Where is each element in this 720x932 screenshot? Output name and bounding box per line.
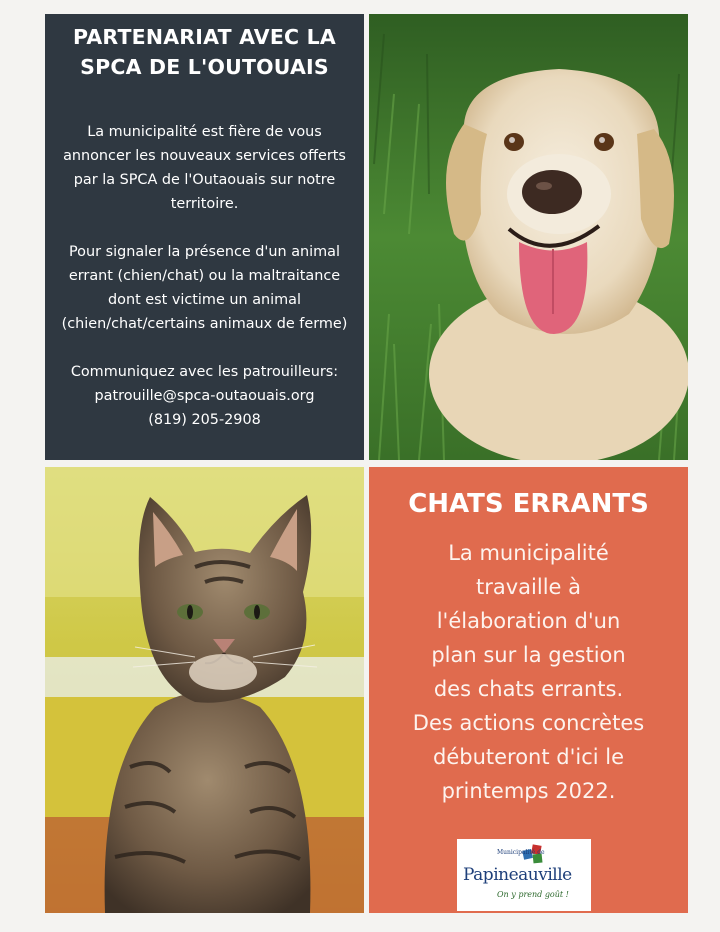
contact-phone: (819) 205-2908	[148, 412, 261, 428]
spca-intro-line: annoncer les nouveaux services offerts	[63, 148, 346, 164]
spca-title-line: SPCA DE L'OUTOUAIS	[80, 55, 329, 79]
stray-cats-line: débuteront d'ici le	[432, 745, 625, 769]
spca-title	[45, 22, 364, 82]
stray-cats-body	[369, 536, 688, 808]
dog-photo	[369, 14, 688, 460]
stray-cats-line: l'élaboration d'un	[436, 609, 621, 633]
stray-cats-panel	[369, 467, 688, 913]
stray-cats-line: Des actions concrètes	[412, 711, 645, 735]
logo-name: Papineauville	[463, 865, 572, 885]
logo-small-text: Municipalité de	[497, 849, 545, 856]
kitten-illustration	[45, 467, 364, 913]
stray-cats-title: CHATS ERRANTS	[408, 489, 649, 519]
papineauville-logo	[457, 839, 591, 911]
kitten-photo	[45, 467, 364, 913]
stray-cats-line: printemps 2022.	[441, 779, 616, 803]
stray-cats-line: La municipalité	[448, 541, 609, 565]
spca-intro-line: territoire.	[170, 196, 239, 212]
dog-illustration	[369, 14, 688, 460]
spca-intro-line: par la SPCA de l'Outaouais sur notre	[73, 172, 336, 188]
spca-contact-paragraph	[45, 360, 364, 432]
spca-partnership-panel	[45, 14, 364, 460]
spca-report-line: dont est victime un animal	[108, 292, 301, 308]
stray-cats-line: travaille à	[476, 575, 581, 599]
stray-cats-line: plan sur la gestion	[431, 643, 626, 667]
contact-instruction: Communiquez avec les patrouilleurs:	[70, 364, 339, 380]
spca-report-line: Pour signaler la présence d'un animal	[69, 244, 340, 260]
contact-email: patrouille@spca-outaouais.org	[94, 388, 315, 404]
stray-cats-line: des chats errants.	[433, 677, 624, 701]
spca-report-line: (chien/chat/certains animaux de ferme)	[61, 316, 348, 332]
spca-intro-line: La municipalité est fière de vous	[87, 124, 322, 140]
spca-title-line: PARTENARIAT AVEC LA	[73, 25, 336, 49]
spca-report-line: errant (chien/chat) ou la maltraitance	[68, 268, 341, 284]
logo-slogan: On y prend goût !	[497, 890, 569, 899]
spca-report-paragraph	[45, 240, 364, 336]
spca-intro-paragraph	[45, 120, 364, 216]
